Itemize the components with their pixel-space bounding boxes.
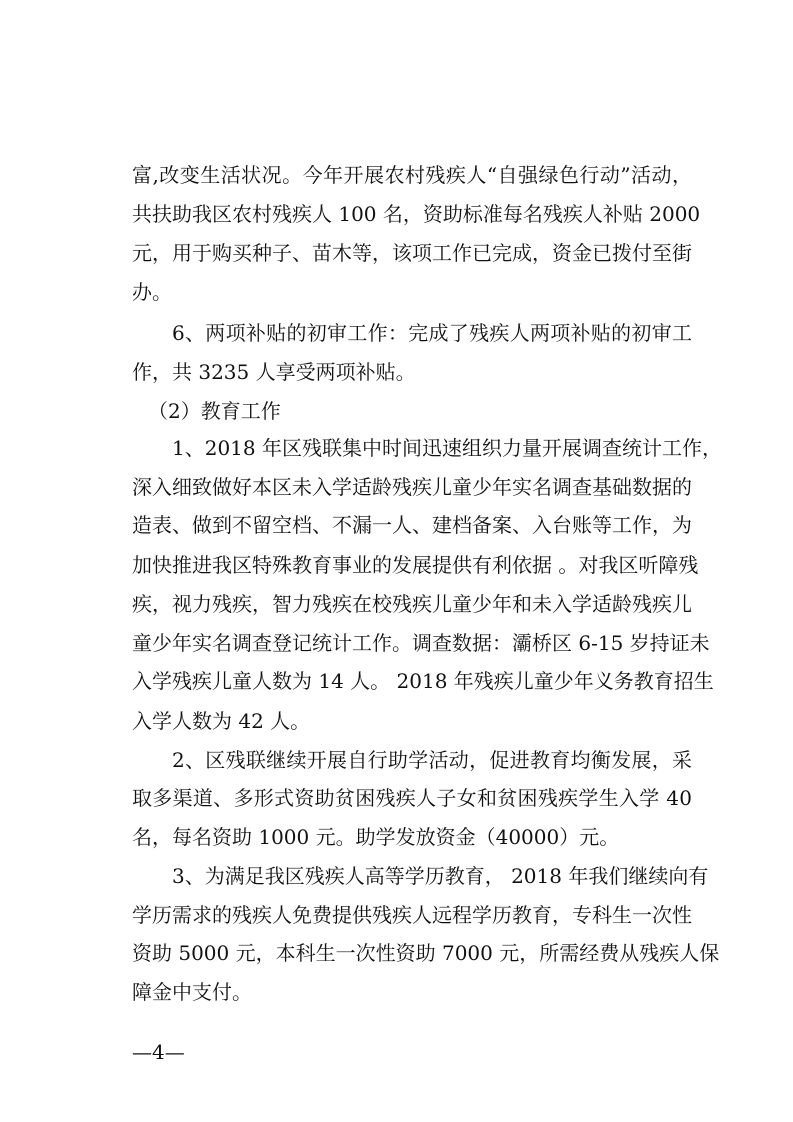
page-number: —4— (132, 1040, 185, 1064)
text-line: 3、为满足我区残疾人高等学历教育， 2018 年我们继续向有 (172, 864, 709, 888)
text-line: 取多渠道、多形式资助贫困残疾人子女和贫困残疾学生入学 40 (132, 786, 693, 810)
text-line: 加快推进我区特殊教育事业的发展提供有利依据 。对我区听障残 (132, 553, 699, 577)
section-heading: （2）教育工作 (148, 399, 281, 423)
text-line: 1、2018 年区残联集中时间迅速组织力量开展调查统计工作， (172, 436, 722, 460)
text-line: 疾，视力残疾，智力残疾在校残疾儿童少年和未入学适龄残疾儿 (132, 592, 692, 616)
text-line: 障金中支付。 (132, 980, 252, 1004)
text-line: 富,改变生活状况。今年开展农村残疾人“自强绿色行动”活动， (132, 163, 693, 187)
text-line: 入学人数为 42 人。 (132, 709, 311, 733)
text-line: 共扶助我区农村残疾人 100 名，资助标准每名残疾人补贴 2000 (132, 202, 701, 226)
text-line: 造表、做到不留空档、不漏一人、建档备案、入台账等工作，为 (132, 513, 692, 537)
text-line: 童少年实名调查登记统计工作。调查数据：灞桥区 6-15 岁持证未 (132, 631, 710, 655)
text-line: 作，共 3235 人享受两项补贴。 (132, 360, 416, 384)
text-line: 6、两项补贴的初审工作：完成了残疾人两项补贴的初审工 (172, 321, 693, 345)
text-line: 名，每名资助 1000 元。助学发放资金（40000）元。 (132, 825, 620, 849)
text-line: 深入细致做好本区未入学适龄残疾儿童少年实名调查基础数据的 (132, 475, 692, 499)
text-line: 入学残疾儿童人数为 14 人。 2018 年残疾儿童少年义务教育招生 (132, 669, 714, 693)
text-line: 资助 5000 元，本科生一次性资助 7000 元，所需经费从残疾人保 (132, 941, 720, 965)
text-line: 学历需求的残疾人免费提供残疾人远程学历教育，专科生一次性 (132, 903, 692, 927)
text-line: 2、区残联继续开展自行助学活动，促进教育均衡发展，采 (172, 748, 693, 772)
text-line: 元，用于购买种子、苗木等，该项工作已完成，资金已拨付至街 (132, 241, 692, 265)
text-line: 办。 (132, 280, 172, 304)
